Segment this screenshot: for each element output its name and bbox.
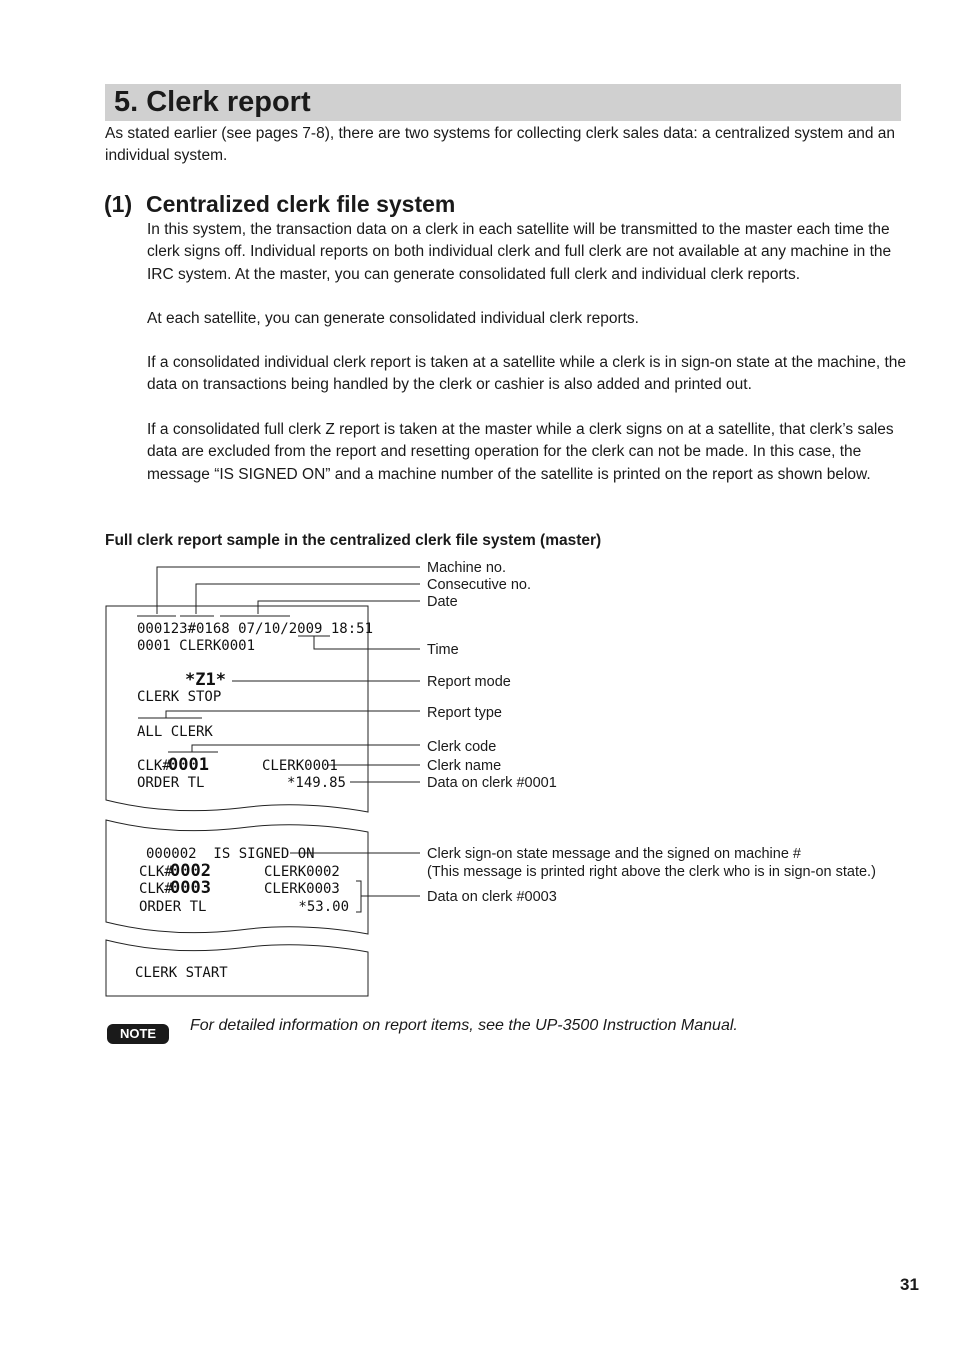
label-machine-no: Machine no. <box>427 560 506 576</box>
note-text: For detailed information on report items, see the UP-3500 Instruction Manual. <box>190 1017 738 1034</box>
receipt-clk2-name: CLERK0002 <box>264 864 340 880</box>
receipt-clk3-code: 0003 <box>170 878 211 898</box>
label-clerk-name: Clerk name <box>427 758 502 774</box>
receipt2-order-value: *53.00 <box>298 899 349 915</box>
receipt-mode: *Z1* <box>185 670 226 690</box>
receipt-clerk-stop: CLERK STOP <box>137 689 222 705</box>
receipt-clk3-name: CLERK0003 <box>264 881 340 897</box>
note-badge: NOTE <box>107 1024 169 1044</box>
label-sign-on-message: Clerk sign-on state message and the signed on machine # <box>427 846 801 862</box>
receipt-clk2-code: 0002 <box>170 861 211 881</box>
receipt-order-value: *149.85 <box>286 775 346 791</box>
label-data-clerk-0001: Data on clerk #0001 <box>427 775 557 791</box>
label-time: Time <box>427 642 459 658</box>
receipt2-order-label: ORDER TL <box>139 899 207 915</box>
subsection-number: (1) <box>104 191 133 217</box>
receipt-header-line: 000123#0168 07/10/2009 18:51 <box>137 621 374 637</box>
receipt-order-label: ORDER TL <box>137 775 205 791</box>
receipt-report-type: ALL CLERK <box>137 724 213 740</box>
label-sign-on-note: (This message is printed right above the clerk who is in sign-on state.) <box>427 864 876 880</box>
label-report-mode: Report mode <box>427 674 511 690</box>
intro-paragraph: As stated earlier (see pages 7-8), there are two systems for collecting clerk sales data: a centralized system and an individual system. <box>105 125 896 165</box>
receipt-clerk-name: CLERK0001 <box>262 758 338 774</box>
label-consecutive-no: Consecutive no. <box>427 577 531 593</box>
receipt-clk-prefix: CLK# <box>137 758 171 774</box>
body-paragraph-4: If a consolidated full clerk Z report is taken at the master while a clerk signs on at a satellite, that clerk’s sales data are excluded from the report and resetting operation for the clerk can not be made. In this case, the message “IS SIGNED ON” and a machine number of the satellite is printed on the report as shown below. <box>147 421 894 483</box>
label-data-clerk-0003: Data on clerk #0003 <box>427 889 557 905</box>
receipt-clk-code: 0001 <box>168 755 209 775</box>
body-paragraph-2: At each satellite, you can generate consolidated individual clerk reports. <box>147 310 639 327</box>
page-number: 31 <box>900 1275 919 1294</box>
body-paragraph-1: In this system, the transaction data on a clerk in each satellite will be transmitted to the master each time the clerk signs off. Individual reports on both individual clerk and full clerk are not available at any machine in the IRC system. At the master, you can generate consolidated full clerk and individual clerk reports. <box>147 221 892 283</box>
figure-caption: Full clerk report sample in the centralized clerk file system (master) <box>105 532 602 549</box>
subsection-title: Centralized clerk file system <box>146 191 456 217</box>
receipt-clk2-prefix: CLK# <box>139 864 173 880</box>
receipt-clerk-start: CLERK START <box>135 965 228 981</box>
receipt-clk3-prefix: CLK# <box>139 881 173 897</box>
label-date: Date <box>427 594 458 610</box>
label-report-type: Report type <box>427 705 502 721</box>
body-paragraph-3: If a consolidated individual clerk report is taken at a satellite while a clerk is in sign-on state at the machine, the data on transactions being handled by the clerk or cashier is also added and printed out. <box>147 354 907 394</box>
receipt-clerk-line: 0001 CLERK0001 <box>137 638 256 654</box>
receipt-signed-on: 000002 IS SIGNED ON <box>146 846 315 862</box>
section-title: 5. Clerk report <box>114 86 311 118</box>
label-clerk-code: Clerk code <box>427 739 497 755</box>
